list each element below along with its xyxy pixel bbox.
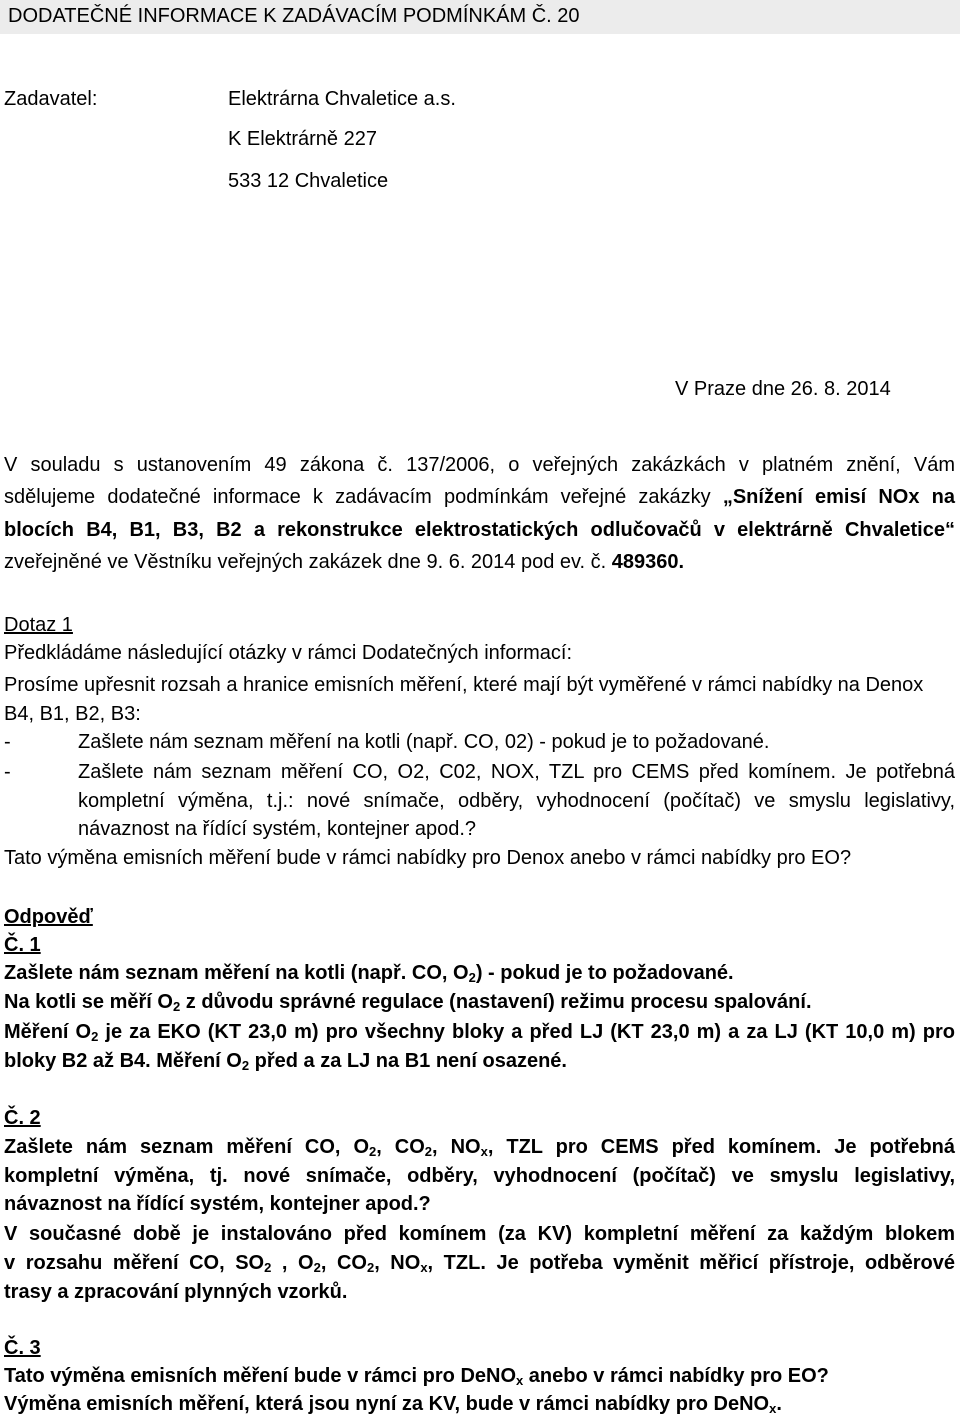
- subscript: 2: [424, 1144, 433, 1159]
- answer-2-question-line-3: návaznost na řídící systém, kontejner apod.?: [4, 1193, 431, 1215]
- text-part: .: [776, 1393, 782, 1415]
- subscript: x: [769, 1401, 777, 1416]
- answer-2-line-3: trasy a zpracování plynných vzorků.: [4, 1281, 348, 1303]
- answer-title: Odpověď: [4, 906, 93, 928]
- answer-3-line-1: [4, 1393, 782, 1416]
- intro-line-2-text: sdělujeme dodatečné informace k zadávacím podmínkám veřejné zakázky: [4, 486, 723, 508]
- text-part: v rozsahu měření CO, SO: [4, 1252, 265, 1274]
- subscript: 2: [369, 1144, 377, 1159]
- subscript: 2: [366, 1260, 375, 1275]
- question-bullet-2-line-1: Zašlete nám seznam měření CO, O2, C02, NOX, TZL pro CEMS před komínem. Je potřebná: [78, 761, 955, 783]
- subscript: x: [480, 1144, 488, 1159]
- contract-name-rest: blocích B4, B1, B3, B2 a rekonstrukce elektrostatických odlučovačů v elektrárně Chvaletice“: [4, 519, 955, 541]
- text-part: , NO: [432, 1136, 481, 1158]
- text-part: , TZL pro CEMS před komínem. Je potřebná: [487, 1136, 956, 1158]
- answer-2-question-line-1: [4, 1136, 955, 1159]
- answer-3-question: [4, 1365, 829, 1388]
- answer-1-line-2: [4, 1021, 955, 1044]
- answer-1-line-3: [4, 1050, 567, 1073]
- contracting-label: Zadavatel:: [4, 88, 98, 110]
- text-part: Tato výměna emisních měření bude v rámci pro DeNO: [4, 1365, 517, 1387]
- answer-3-label: Č. 3: [4, 1337, 41, 1359]
- answer-1-question-text: Zašlete nám seznam měření na kotli (např. CO, O: [4, 962, 469, 984]
- question-bullet-2-line-2: kompletní výměna, t.j.: nové snímače, odběry, vyhodnocení (počítač) ve smyslu legislativy,: [78, 790, 955, 812]
- question-line-2: Prosíme upřesnit rozsah a hranice emisních měření, které mají být vyměřené v rámci nabídky na Denox: [4, 674, 924, 696]
- contracting-line-3: 533 12 Chvaletice: [228, 170, 389, 192]
- answer-1-line-1-text-end: z důvodu správné regulace (nastavení) režimu procesu spalování.: [180, 991, 812, 1013]
- intro-line-4: [4, 551, 684, 574]
- subscript: x: [516, 1373, 524, 1388]
- answer-1-line-2-text: Měření O: [4, 1021, 92, 1043]
- subscript: 2: [172, 999, 181, 1014]
- answer-2-line-2: [4, 1252, 955, 1275]
- question-bullet-2-line-3: návaznost na řídící systém, kontejner apod.?: [78, 818, 476, 840]
- text-part: , O: [271, 1252, 314, 1274]
- subscript: 2: [241, 1058, 250, 1073]
- subscript: 2: [264, 1260, 272, 1275]
- answer-2-question-line-2: kompletní výměna, tj. nové snímače, odběry, vyhodnocení (počítač) ve smyslu legislativy,: [4, 1165, 955, 1187]
- answer-1-line-1-text: Na kotli se měří O: [4, 991, 173, 1013]
- contract-name-start: „Snížení emisí NOx na: [722, 486, 955, 508]
- document-title: DODATEČNÉ INFORMACE K ZADÁVACÍM PODMÍNKÁM Č. 20: [8, 5, 580, 27]
- subscript: 2: [468, 970, 476, 985]
- intro-publication: zveřejněné ve Věstníku veřejných zakázek dne 9. 6. 2014 pod ev. č.: [4, 551, 612, 573]
- answer-1-line-2-text-end: je za EKO (KT 23,0 m) pro všechny bloky a před LJ (KT 23,0 m) a za LJ (KT 10,0 m) pro: [98, 1021, 955, 1043]
- answer-1-line-3-text-end: před a za LJ na B1 není osazené.: [249, 1050, 567, 1072]
- answer-1-question: [4, 962, 734, 985]
- answer-2-line-1: V současné době je instalováno před komínem (za KV) kompletní měření za každým blokem: [4, 1223, 955, 1245]
- text-part: , NO: [374, 1252, 421, 1274]
- answer-1-line-1: [4, 991, 812, 1014]
- document-date: V Praze dne 26. 8. 2014: [675, 378, 891, 400]
- intro-line-2: [4, 486, 955, 509]
- question-closing: Tato výměna emisních měření bude v rámci nabídky pro Denox anebo v rámci nabídky pro EO?: [4, 847, 852, 869]
- answer-2-label: Č. 2: [4, 1107, 41, 1129]
- bullet-dash-2: -: [4, 761, 11, 783]
- subscript: 2: [313, 1260, 321, 1275]
- answer-1-label: Č. 1: [4, 934, 41, 956]
- contracting-line-1: Elektrárna Chvaletice a.s.: [228, 88, 456, 110]
- contracting-line-2: K Elektrárně 227: [228, 128, 377, 150]
- header-band: [0, 0, 960, 34]
- text-part: , CO: [376, 1136, 425, 1158]
- answer-1-question-text-end: ) - pokud je to požadované.: [475, 962, 734, 984]
- question-line-3: B4, B1, B2, B3:: [4, 703, 141, 725]
- intro-line-1: V souladu s ustanovením 49 zákona č. 137/2006, o veřejných zakázkách v platném znění, Vám: [4, 454, 955, 476]
- evidence-number: 489360.: [611, 551, 685, 573]
- bullet-dash-1: -: [4, 731, 11, 753]
- text-part: , TZL. Je potřeba vyměnit měřicí přístroje, odběrové: [427, 1252, 955, 1274]
- subscript: x: [420, 1260, 428, 1275]
- answer-1-line-3-text: bloky B2 až B4. Měření O: [4, 1050, 242, 1072]
- text-part: Výměna emisních měření, která jsou nyní za KV, bude v rámci nabídky pro DeNO: [4, 1393, 770, 1415]
- question-title: Dotaz 1: [4, 614, 73, 636]
- question-bullet-1: Zašlete nám seznam měření na kotli (např. CO, 02) - pokud je to požadované.: [78, 731, 770, 753]
- text-part: Zašlete nám seznam měření CO, O: [4, 1136, 370, 1158]
- question-line-1: Předkládáme následující otázky v rámci Dodatečných informací:: [4, 642, 573, 664]
- subscript: 2: [91, 1029, 99, 1044]
- text-part: anebo v rámci nabídky pro EO?: [523, 1365, 829, 1387]
- text-part: , CO: [320, 1252, 367, 1274]
